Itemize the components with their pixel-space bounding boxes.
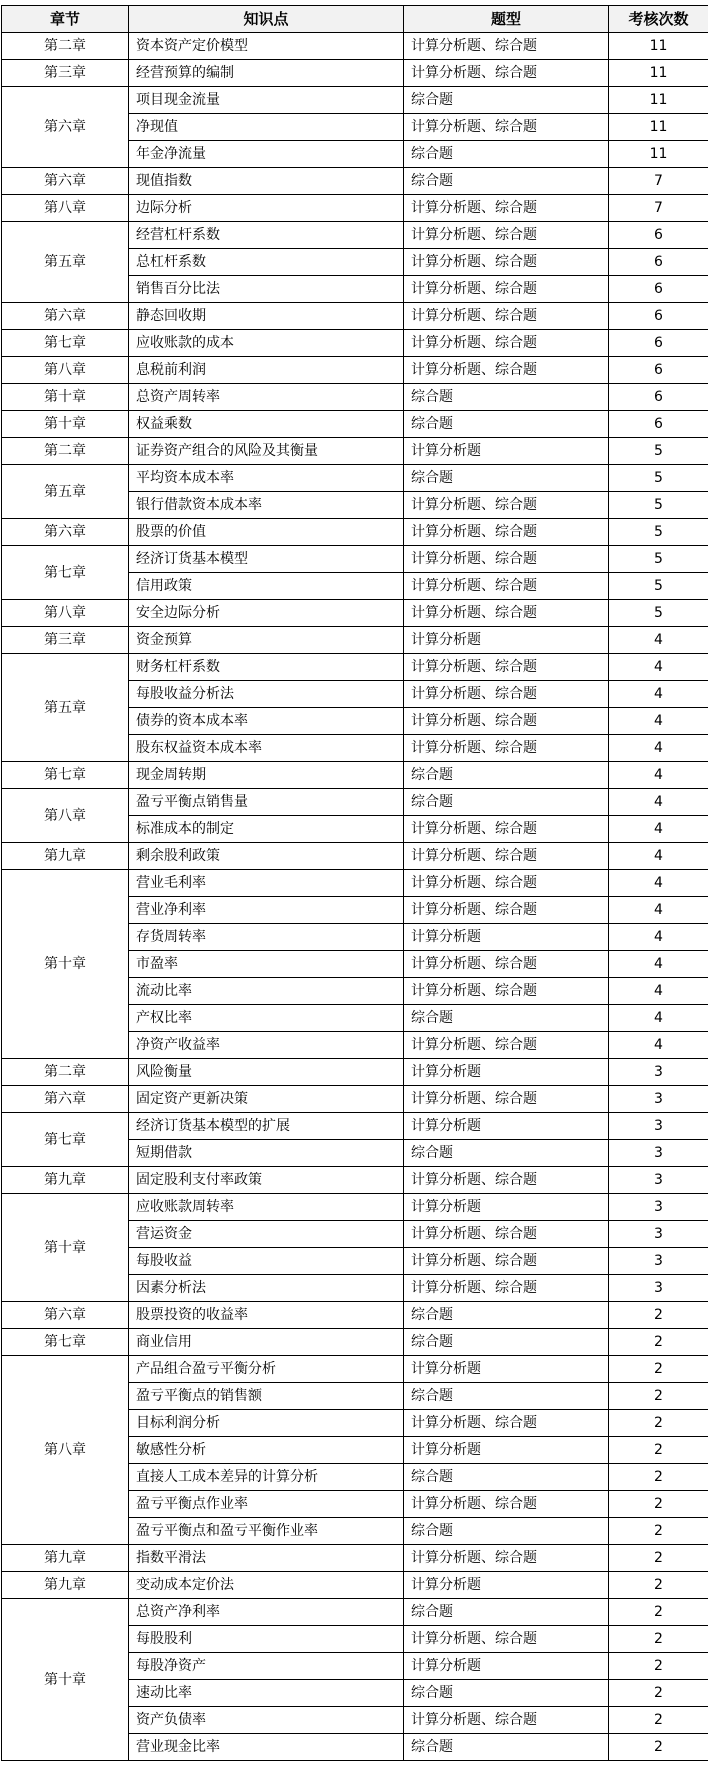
table-row <box>2 627 708 654</box>
count-cell: 2 <box>609 1464 708 1491</box>
question-type-cell: 计算分析题、综合题 <box>404 1410 609 1437</box>
count-cell: 2 <box>609 1680 708 1707</box>
chapter-cell: 第十章 <box>2 870 129 1059</box>
question-type-cell: 计算分析题 <box>404 627 609 654</box>
chapter-cell: 第八章 <box>2 789 129 843</box>
chapter-cell: 第七章 <box>2 546 129 600</box>
topic-cell: 银行借款资本成本率 <box>129 492 404 519</box>
topic-cell: 指数平滑法 <box>129 1545 404 1572</box>
topic-cell: 经济订货基本模型的扩展 <box>129 1113 404 1140</box>
question-type-cell: 计算分析题、综合题 <box>404 951 609 978</box>
question-type-cell: 综合题 <box>404 1464 609 1491</box>
question-type-cell: 计算分析题、综合题 <box>404 600 609 627</box>
count-cell: 4 <box>609 627 708 654</box>
chapter-cell: 第九章 <box>2 1572 129 1599</box>
question-type-cell: 计算分析题、综合题 <box>404 249 609 276</box>
table-row <box>2 168 708 195</box>
topic-cell: 净资产收益率 <box>129 1032 404 1059</box>
question-type-cell: 综合题 <box>404 87 609 114</box>
topic-cell: 风险衡量 <box>129 1059 404 1086</box>
topic-cell: 目标利润分析 <box>129 1410 404 1437</box>
chapter-cell: 第八章 <box>2 357 129 384</box>
question-type-cell: 计算分析题、综合题 <box>404 897 609 924</box>
question-type-cell: 计算分析题、综合题 <box>404 681 609 708</box>
topic-cell: 总资产净利率 <box>129 1599 404 1626</box>
count-cell: 2 <box>609 1383 708 1410</box>
chapter-cell: 第九章 <box>2 843 129 870</box>
count-cell: 5 <box>609 492 708 519</box>
topic-cell: 安全边际分析 <box>129 600 404 627</box>
count-cell: 11 <box>609 33 708 60</box>
count-cell: 4 <box>609 654 708 681</box>
question-type-cell: 综合题 <box>404 168 609 195</box>
question-type-cell: 综合题 <box>404 1383 609 1410</box>
header-topic: 知识点 <box>129 6 404 33</box>
chapter-cell: 第二章 <box>2 33 129 60</box>
count-cell: 4 <box>609 681 708 708</box>
question-type-cell: 计算分析题 <box>404 1113 609 1140</box>
topic-cell: 盈亏平衡点的销售额 <box>129 1383 404 1410</box>
topic-cell: 每股净资产 <box>129 1653 404 1680</box>
question-type-cell: 计算分析题、综合题 <box>404 195 609 222</box>
topic-cell: 静态回收期 <box>129 303 404 330</box>
question-type-cell: 综合题 <box>404 1599 609 1626</box>
count-cell: 3 <box>609 1194 708 1221</box>
chapter-cell: 第十章 <box>2 1194 129 1302</box>
question-type-cell: 计算分析题 <box>404 1437 609 1464</box>
count-cell: 6 <box>609 330 708 357</box>
topic-cell: 应收账款的成本 <box>129 330 404 357</box>
table-row <box>2 330 708 357</box>
count-cell: 3 <box>609 1221 708 1248</box>
chapter-cell: 第七章 <box>2 762 129 789</box>
question-type-cell: 计算分析题、综合题 <box>404 870 609 897</box>
table-row <box>2 33 708 60</box>
chapter-cell: 第六章 <box>2 87 129 168</box>
count-cell: 4 <box>609 1005 708 1032</box>
question-type-cell: 计算分析题、综合题 <box>404 1491 609 1518</box>
count-cell: 4 <box>609 1032 708 1059</box>
question-type-cell: 综合题 <box>404 762 609 789</box>
count-cell: 6 <box>609 222 708 249</box>
topic-cell: 经营预算的编制 <box>129 60 404 87</box>
count-cell: 5 <box>609 546 708 573</box>
topic-cell: 固定股利支付率政策 <box>129 1167 404 1194</box>
topic-cell: 经济订货基本模型 <box>129 546 404 573</box>
table-row <box>2 87 708 114</box>
question-type-cell: 计算分析题、综合题 <box>404 708 609 735</box>
question-type-cell: 计算分析题、综合题 <box>404 357 609 384</box>
count-cell: 2 <box>609 1437 708 1464</box>
topic-cell: 产品组合盈亏平衡分析 <box>129 1356 404 1383</box>
count-cell: 3 <box>609 1167 708 1194</box>
question-type-cell: 计算分析题、综合题 <box>404 1707 609 1734</box>
header-count: 考核次数 <box>609 6 708 33</box>
question-type-cell: 计算分析题 <box>404 1572 609 1599</box>
chapter-cell: 第九章 <box>2 1167 129 1194</box>
question-type-cell: 计算分析题、综合题 <box>404 843 609 870</box>
question-type-cell: 计算分析题、综合题 <box>404 60 609 87</box>
question-type-cell: 综合题 <box>404 1518 609 1545</box>
count-cell: 2 <box>609 1491 708 1518</box>
table-row <box>2 60 708 87</box>
count-cell: 7 <box>609 168 708 195</box>
count-cell: 3 <box>609 1059 708 1086</box>
table-row <box>2 762 708 789</box>
count-cell: 11 <box>609 60 708 87</box>
count-cell: 2 <box>609 1734 708 1761</box>
count-cell: 2 <box>609 1545 708 1572</box>
topic-cell: 盈亏平衡点销售量 <box>129 789 404 816</box>
chapter-cell: 第十章 <box>2 1599 129 1761</box>
chapter-cell: 第三章 <box>2 627 129 654</box>
question-type-cell: 综合题 <box>404 1734 609 1761</box>
count-cell: 2 <box>609 1518 708 1545</box>
count-cell: 11 <box>609 114 708 141</box>
question-type-cell: 计算分析题、综合题 <box>404 546 609 573</box>
chapter-cell: 第八章 <box>2 600 129 627</box>
table-row <box>2 1302 708 1329</box>
table-row <box>2 1545 708 1572</box>
chapter-cell: 第六章 <box>2 1302 129 1329</box>
count-cell: 2 <box>609 1599 708 1626</box>
count-cell: 3 <box>609 1275 708 1302</box>
count-cell: 6 <box>609 357 708 384</box>
topic-cell: 总杠杆系数 <box>129 249 404 276</box>
topic-cell: 平均资本成本率 <box>129 465 404 492</box>
question-type-cell: 计算分析题、综合题 <box>404 492 609 519</box>
topic-cell: 债券的资本成本率 <box>129 708 404 735</box>
topic-cell: 盈亏平衡点和盈亏平衡作业率 <box>129 1518 404 1545</box>
question-type-cell: 计算分析题、综合题 <box>404 654 609 681</box>
topic-cell: 应收账款周转率 <box>129 1194 404 1221</box>
table-row <box>2 465 708 492</box>
question-type-cell: 计算分析题、综合题 <box>404 978 609 1005</box>
table-row <box>2 195 708 222</box>
count-cell: 3 <box>609 1140 708 1167</box>
question-type-cell: 计算分析题、综合题 <box>404 816 609 843</box>
topic-cell: 短期借款 <box>129 1140 404 1167</box>
table-row <box>2 1356 708 1383</box>
count-cell: 6 <box>609 276 708 303</box>
question-type-cell: 计算分析题 <box>404 1356 609 1383</box>
table-row <box>2 384 708 411</box>
topic-cell: 证券资产组合的风险及其衡量 <box>129 438 404 465</box>
question-type-cell: 计算分析题、综合题 <box>404 1275 609 1302</box>
count-cell: 7 <box>609 195 708 222</box>
table-row <box>2 654 708 681</box>
topic-cell: 标准成本的制定 <box>129 816 404 843</box>
count-cell: 4 <box>609 762 708 789</box>
count-cell: 4 <box>609 735 708 762</box>
table-row <box>2 411 708 438</box>
table-row <box>2 1572 708 1599</box>
topic-cell: 息税前利润 <box>129 357 404 384</box>
table-row <box>2 1194 708 1221</box>
count-cell: 4 <box>609 789 708 816</box>
table-row <box>2 546 708 573</box>
topic-cell: 流动比率 <box>129 978 404 1005</box>
topic-cell: 经营杠杆系数 <box>129 222 404 249</box>
question-type-cell: 计算分析题 <box>404 438 609 465</box>
question-type-cell: 综合题 <box>404 1140 609 1167</box>
chapter-cell: 第五章 <box>2 222 129 303</box>
question-type-cell: 计算分析题 <box>404 1194 609 1221</box>
count-cell: 5 <box>609 573 708 600</box>
count-cell: 3 <box>609 1113 708 1140</box>
question-type-cell: 计算分析题、综合题 <box>404 735 609 762</box>
count-cell: 2 <box>609 1356 708 1383</box>
count-cell: 11 <box>609 87 708 114</box>
question-type-cell: 计算分析题、综合题 <box>404 114 609 141</box>
question-type-cell: 综合题 <box>404 384 609 411</box>
question-type-cell: 计算分析题、综合题 <box>404 1032 609 1059</box>
topic-cell: 年金净流量 <box>129 141 404 168</box>
count-cell: 3 <box>609 1248 708 1275</box>
topic-cell: 剩余股利政策 <box>129 843 404 870</box>
count-cell: 4 <box>609 951 708 978</box>
question-type-cell: 计算分析题、综合题 <box>404 276 609 303</box>
question-type-cell: 综合题 <box>404 411 609 438</box>
question-type-cell: 计算分析题、综合题 <box>404 1545 609 1572</box>
chapter-cell: 第三章 <box>2 60 129 87</box>
count-cell: 4 <box>609 978 708 1005</box>
exam-topics-table <box>1 5 708 1761</box>
chapter-cell: 第六章 <box>2 303 129 330</box>
topic-cell: 营运资金 <box>129 1221 404 1248</box>
count-cell: 5 <box>609 600 708 627</box>
chapter-cell: 第七章 <box>2 1113 129 1167</box>
topic-cell: 产权比率 <box>129 1005 404 1032</box>
table-row <box>2 519 708 546</box>
topic-cell: 每股收益分析法 <box>129 681 404 708</box>
count-cell: 4 <box>609 708 708 735</box>
question-type-cell: 计算分析题 <box>404 924 609 951</box>
question-type-cell: 计算分析题、综合题 <box>404 303 609 330</box>
table-row <box>2 1329 708 1356</box>
count-cell: 5 <box>609 438 708 465</box>
count-cell: 5 <box>609 519 708 546</box>
question-type-cell: 计算分析题、综合题 <box>404 1221 609 1248</box>
table-row <box>2 1059 708 1086</box>
topic-cell: 营业现金比率 <box>129 1734 404 1761</box>
topic-cell: 边际分析 <box>129 195 404 222</box>
table-row <box>2 1599 708 1626</box>
question-type-cell: 计算分析题、综合题 <box>404 33 609 60</box>
topic-cell: 盈亏平衡点作业率 <box>129 1491 404 1518</box>
chapter-cell: 第六章 <box>2 168 129 195</box>
count-cell: 6 <box>609 384 708 411</box>
table-row <box>2 600 708 627</box>
question-type-cell: 综合题 <box>404 1329 609 1356</box>
chapter-cell: 第二章 <box>2 1059 129 1086</box>
topic-cell: 每股股利 <box>129 1626 404 1653</box>
topic-cell: 资金预算 <box>129 627 404 654</box>
topic-cell: 现金周转期 <box>129 762 404 789</box>
question-type-cell: 计算分析题、综合题 <box>404 330 609 357</box>
topic-cell: 敏感性分析 <box>129 1437 404 1464</box>
question-type-cell: 计算分析题 <box>404 1653 609 1680</box>
table-row <box>2 1086 708 1113</box>
topic-cell: 速动比率 <box>129 1680 404 1707</box>
table-row <box>2 843 708 870</box>
topic-cell: 销售百分比法 <box>129 276 404 303</box>
topic-cell: 股票投资的收益率 <box>129 1302 404 1329</box>
topic-cell: 直接人工成本差异的计算分析 <box>129 1464 404 1491</box>
question-type-cell: 计算分析题、综合题 <box>404 1248 609 1275</box>
table-row <box>2 789 708 816</box>
table-row <box>2 1113 708 1140</box>
table-row <box>2 1167 708 1194</box>
topic-cell: 变动成本定价法 <box>129 1572 404 1599</box>
chapter-cell: 第七章 <box>2 1329 129 1356</box>
question-type-cell: 综合题 <box>404 789 609 816</box>
topic-cell: 股票的价值 <box>129 519 404 546</box>
topic-cell: 每股收益 <box>129 1248 404 1275</box>
table-row <box>2 870 708 897</box>
count-cell: 4 <box>609 870 708 897</box>
table-row <box>2 438 708 465</box>
count-cell: 4 <box>609 924 708 951</box>
question-type-cell: 计算分析题、综合题 <box>404 1086 609 1113</box>
topic-cell: 财务杠杆系数 <box>129 654 404 681</box>
count-cell: 2 <box>609 1653 708 1680</box>
table-row <box>2 303 708 330</box>
count-cell: 11 <box>609 141 708 168</box>
count-cell: 4 <box>609 843 708 870</box>
topic-cell: 营业毛利率 <box>129 870 404 897</box>
count-cell: 6 <box>609 303 708 330</box>
count-cell: 5 <box>609 465 708 492</box>
count-cell: 2 <box>609 1329 708 1356</box>
count-cell: 2 <box>609 1626 708 1653</box>
topic-cell: 资产负债率 <box>129 1707 404 1734</box>
topic-cell: 资本资产定价模型 <box>129 33 404 60</box>
chapter-cell: 第五章 <box>2 465 129 519</box>
topic-cell: 现值指数 <box>129 168 404 195</box>
topic-cell: 权益乘数 <box>129 411 404 438</box>
question-type-cell: 综合题 <box>404 465 609 492</box>
count-cell: 4 <box>609 897 708 924</box>
count-cell: 6 <box>609 249 708 276</box>
chapter-cell: 第十章 <box>2 384 129 411</box>
topic-cell: 总资产周转率 <box>129 384 404 411</box>
topic-cell: 项目现金流量 <box>129 87 404 114</box>
question-type-cell: 计算分析题、综合题 <box>404 573 609 600</box>
header-chapter: 章节 <box>2 6 129 33</box>
count-cell: 2 <box>609 1302 708 1329</box>
count-cell: 3 <box>609 1086 708 1113</box>
question-type-cell: 计算分析题、综合题 <box>404 1167 609 1194</box>
topic-cell: 净现值 <box>129 114 404 141</box>
chapter-cell: 第六章 <box>2 1086 129 1113</box>
header-type: 题型 <box>404 6 609 33</box>
header-row <box>2 6 708 33</box>
question-type-cell: 计算分析题、综合题 <box>404 222 609 249</box>
topic-cell: 股东权益资本成本率 <box>129 735 404 762</box>
topic-cell: 营业净利率 <box>129 897 404 924</box>
topic-cell: 因素分析法 <box>129 1275 404 1302</box>
count-cell: 6 <box>609 411 708 438</box>
question-type-cell: 综合题 <box>404 1680 609 1707</box>
topic-cell: 存货周转率 <box>129 924 404 951</box>
chapter-cell: 第八章 <box>2 1356 129 1545</box>
table-row <box>2 357 708 384</box>
question-type-cell: 计算分析题 <box>404 1059 609 1086</box>
table-body <box>2 33 708 1761</box>
count-cell: 2 <box>609 1572 708 1599</box>
question-type-cell: 计算分析题、综合题 <box>404 519 609 546</box>
chapter-cell: 第五章 <box>2 654 129 762</box>
question-type-cell: 综合题 <box>404 141 609 168</box>
chapter-cell: 第二章 <box>2 438 129 465</box>
chapter-cell: 第六章 <box>2 519 129 546</box>
topic-cell: 市盈率 <box>129 951 404 978</box>
question-type-cell: 计算分析题、综合题 <box>404 1626 609 1653</box>
question-type-cell: 综合题 <box>404 1005 609 1032</box>
count-cell: 4 <box>609 816 708 843</box>
chapter-cell: 第九章 <box>2 1545 129 1572</box>
count-cell: 2 <box>609 1410 708 1437</box>
table-row <box>2 222 708 249</box>
topic-cell: 信用政策 <box>129 573 404 600</box>
count-cell: 2 <box>609 1707 708 1734</box>
topic-cell: 固定资产更新决策 <box>129 1086 404 1113</box>
chapter-cell: 第七章 <box>2 330 129 357</box>
question-type-cell: 综合题 <box>404 1302 609 1329</box>
topic-cell: 商业信用 <box>129 1329 404 1356</box>
chapter-cell: 第十章 <box>2 411 129 438</box>
chapter-cell: 第八章 <box>2 195 129 222</box>
